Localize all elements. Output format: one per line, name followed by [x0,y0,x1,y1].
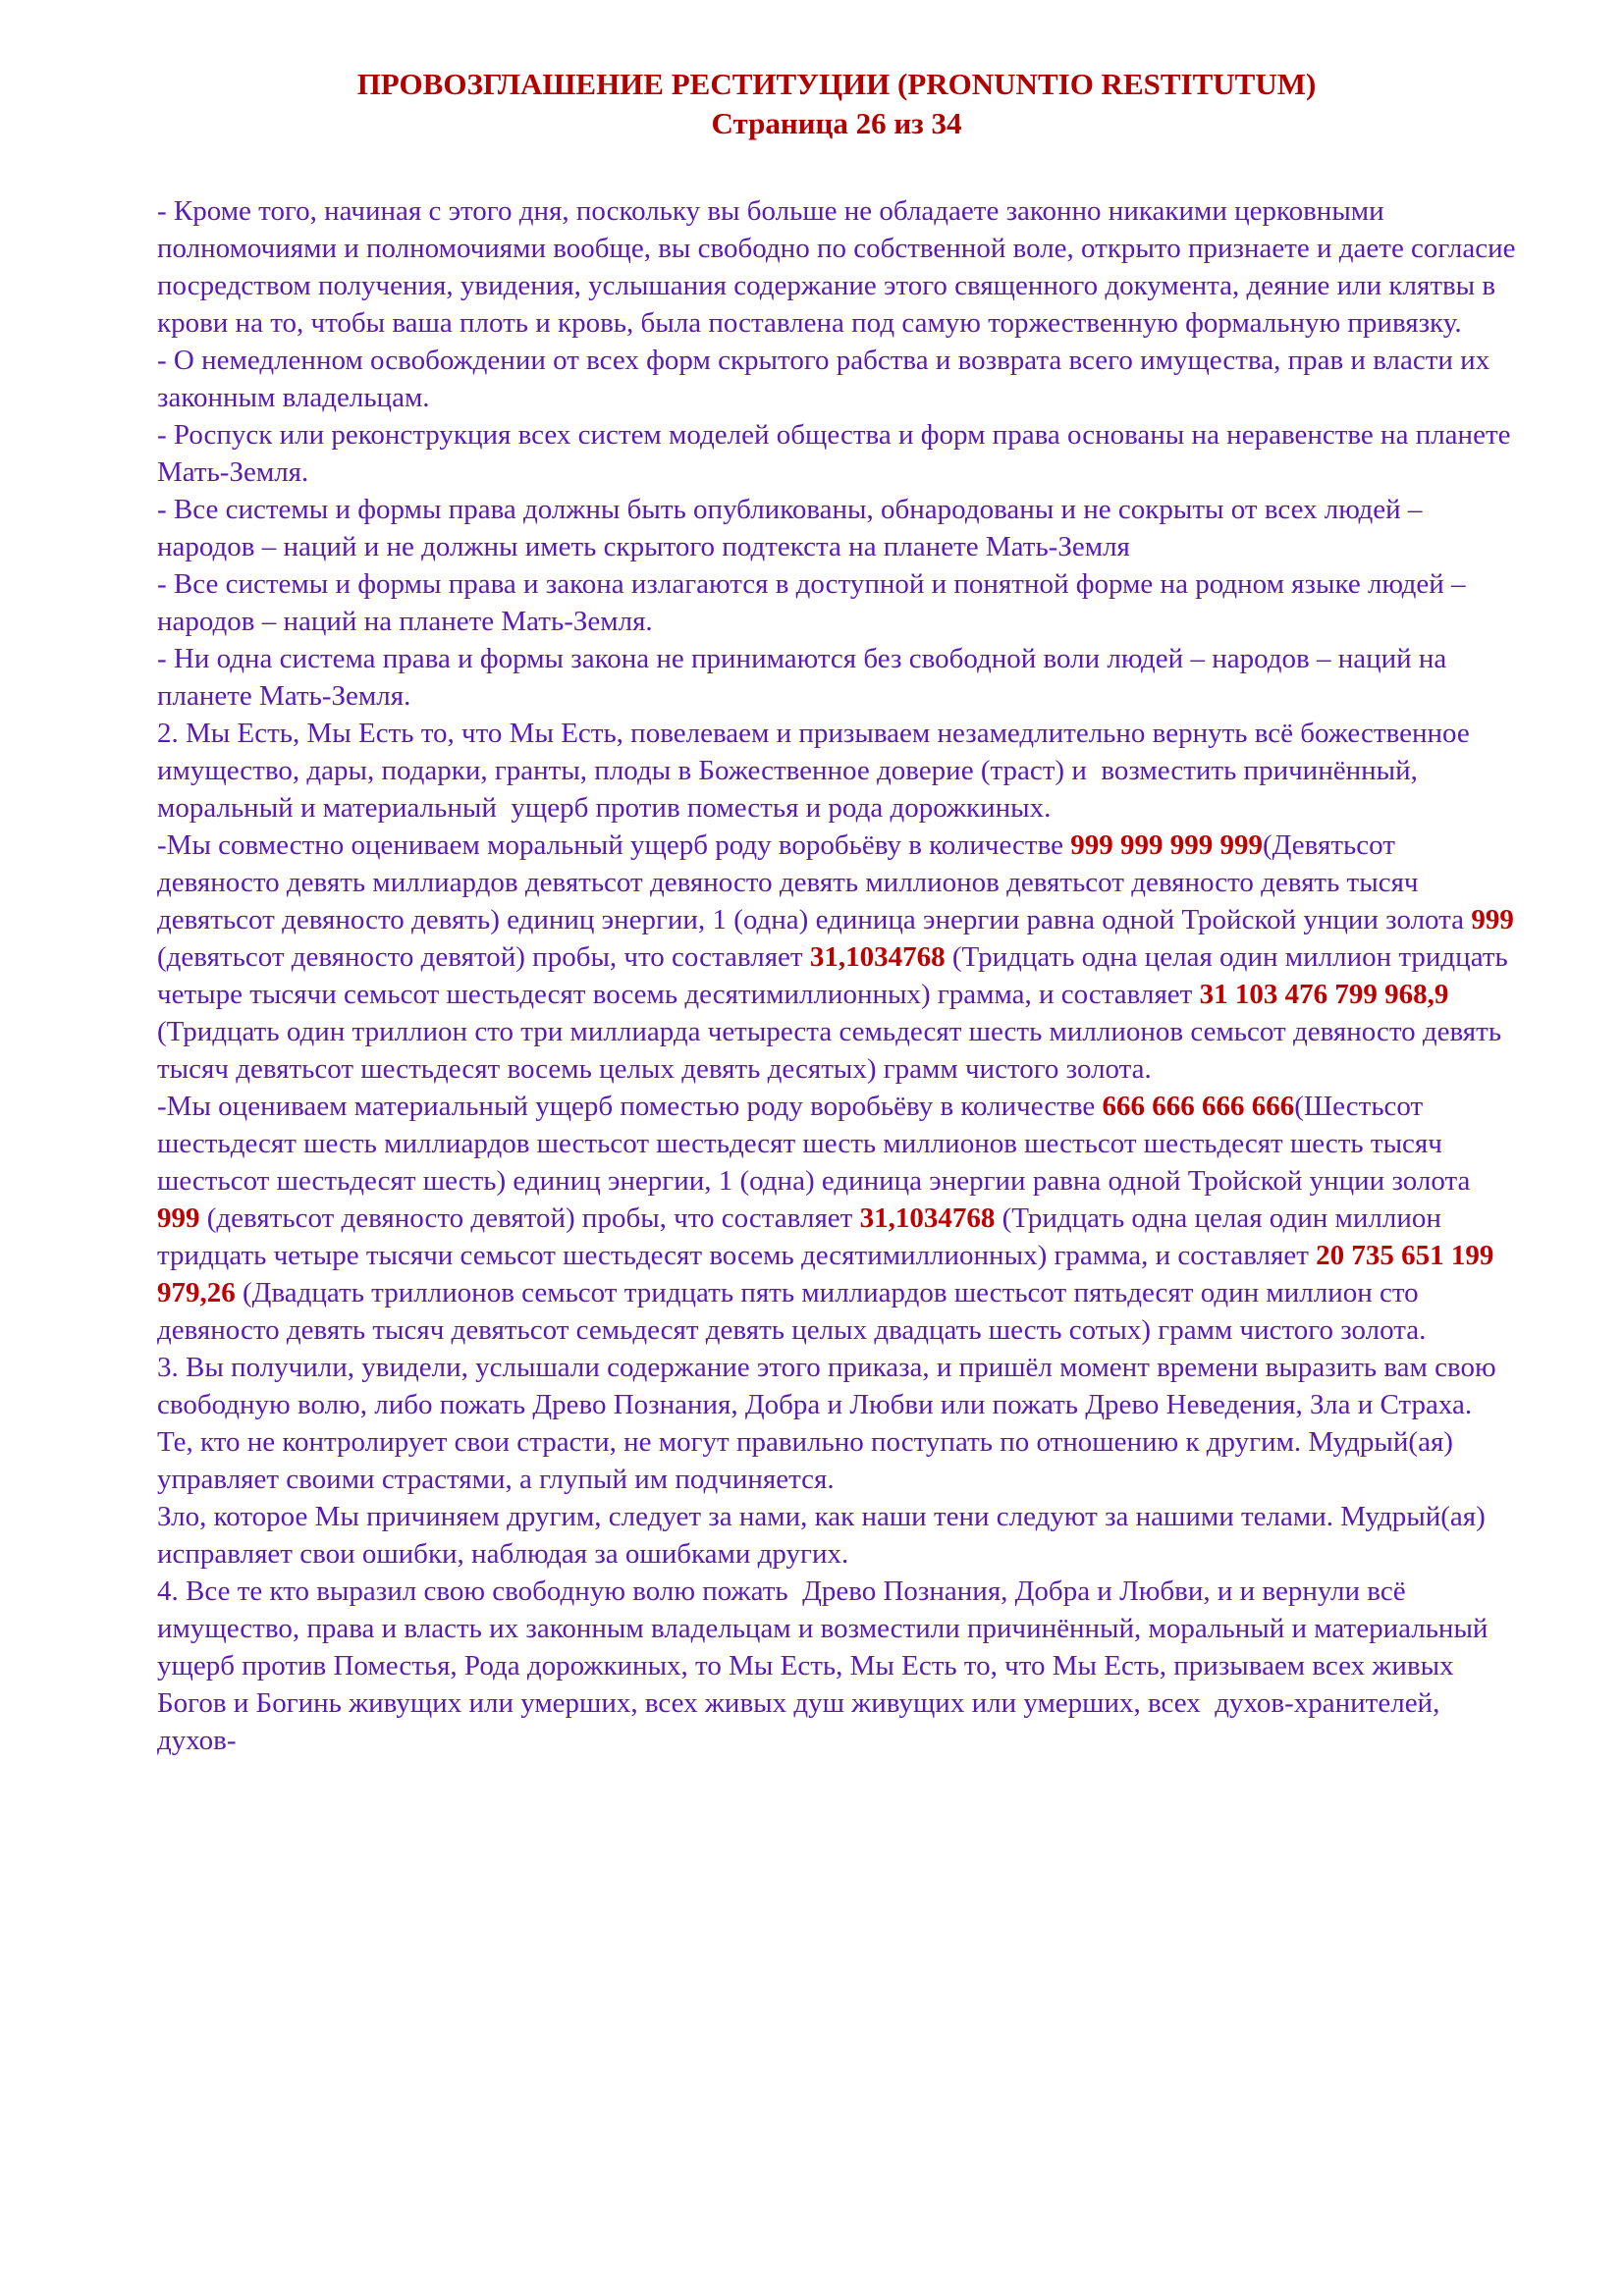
highlighted-number: 999 999 999 999 [1070,829,1264,861]
text-run: 2. Мы Есть, Мы Есть то, что Мы Есть, повелеваем и призываем незамедлительно вернуть всё божественное имущество, дары, подарки, гранты, плоды в Божественное доверие (траст) и возместить причинённый, моральный и материальный ущерб против поместья и рода дорожкиных. [157,718,1477,824]
paragraph [157,416,1516,491]
text-run: 3. Вы получили, увидели, услышали содержание этого приказа, и пришёл момент времени выразить вам свою свободную волю, либо пожать Древо Познания, Добра и Любви или пожать Древо Неведения, Зла и Страха. [157,1352,1503,1420]
document-header [157,65,1516,143]
text-run: - О немедленном освобождении от всех форм скрытого рабства и возврата всего имущества, прав и власти их законным владельцам. [157,345,1497,413]
paragraph [157,827,1522,1088]
paragraph [157,1498,1516,1573]
text-run: - Роспуск или реконструкция всех систем моделей общества и форм права основаны на неравенстве на планете Мать-Земля. [157,419,1518,488]
paragraph [157,640,1516,715]
paragraph [157,715,1516,827]
paragraph [157,1088,1516,1349]
paragraph [157,1349,1516,1423]
text-run: (Тридцать одна целая один миллион тридцать четыре тысячи семьсот шестьдесят восемь десятимиллионных) грамма, и составляет [157,1202,1449,1271]
text-run: (Тридцать один триллион сто три миллиарда четыреста семьдесят шесть миллионов семьсот девяносто девять тысяч девятьсот шестьдесят восемь целых девять десятых) грамм чистого золота. [157,979,1509,1085]
highlighted-number: 999 [1471,904,1514,935]
text-run: - Ни одна система права и формы закона не принимаются без свободной воли людей – народов – наций на планете Мать-Земля. [157,643,1454,712]
highlighted-number: 31,1034768 [809,941,946,973]
paragraph [157,1423,1516,1498]
text-run: (Двадцать триллионов семьсот тридцать пять миллиардов шестьсот пятьдесят один миллион сто девяносто девять тысяч девятьсот семьдесят девять целых двадцать шесть сотых) грамм чистого золота. [157,1277,1427,1346]
highlighted-number: 31 103 476 799 968,9 [1199,979,1449,1010]
text-run: - Все системы и формы права и закона излагаются в доступной и понятной форме на родном языке людей – народов – наций на планете Мать-Земля. [157,568,1473,637]
document-body [157,192,1523,1759]
highlighted-number: 999 [157,1202,200,1234]
paragraph [157,1573,1516,1759]
text-run: (Девятьсот девяносто девять миллиардов девятьсот девяносто девять миллионов девятьсот девяносто девять тысяч девятьсот девяносто девять) единиц энергии, 1 (одна) единица энергии равна одной Тройской унции золота [157,829,1472,935]
highlighted-number: 666 666 666 666 [1102,1091,1295,1122]
text-run: Те, кто не контролирует свои страсти, не могут правильно поступать по отношению к другим. Мудрый(ая) управляет своими страстями, а глупый им подчиняется. [157,1426,1461,1495]
document-title: ПРОВОЗГЛАШЕНИЕ РЕСТИТУЦИИ (PRONUNTIO RESTITUTUM) [356,67,1317,101]
paragraph [157,192,1523,342]
highlighted-number: 31,1034768 [859,1202,996,1234]
text-run: (девятьсот девяносто девятой) пробы, что составляет [157,904,1522,973]
text-run: -Мы оцениваем материальный ущерб поместью роду воробьёву в количестве [157,1091,1103,1122]
text-run: (девятьсот девяносто девятой) пробы, что составляет [199,1202,860,1234]
page-indicator: Страница 26 из 34 [711,106,962,140]
text-run: 4. Все те кто выразил свою свободную волю пожать Древо Познания, Добра и Любви, и и вернули всё имущество, права и власть их законным владельцам и возместили причинённый, моральный и материальный ущерб против Поместья, Рода дорожкиных, то Мы Есть, Мы Есть то, что Мы Есть, призываем всех живых Богов и Богинь живущих или умерших, всех живых душ живущих или умерших, всех духов-хранителей, духов- [157,1575,1502,1756]
text-run: - Все системы и формы права должны быть опубликованы, обнародованы и не сокрыты от всех людей – народов – наций и не должны иметь скрытого подтекста на планете Мать-Земля [157,494,1430,562]
text-run: (Тридцать одна целая один миллион тридцать четыре тысячи семьсот шестьдесят восемь десятимиллионных) грамма, и составляет [157,941,1515,1010]
text-run: Зло, которое Мы причиняем другим, следует за нами, как наши тени следуют за нашими телами. Мудрый(ая) исправляет свои ошибки, наблюдая за ошибками других. [157,1501,1493,1570]
paragraph [157,342,1516,416]
highlighted-number: 20 735 651 199 979,26 [157,1240,1501,1308]
paragraph [157,491,1516,565]
paragraph [157,565,1516,640]
text-run: (Шестьсот шестьдесят шесть миллиардов шестьсот шестьдесят шесть миллионов шестьсот шестьдесят шесть тысяч шестьсот шестьдесят шесть) единиц энергии, 1 (одна) единица энергии равна одной Тройской унции золота [157,1091,1478,1197]
text-run: - Кроме того, начиная с этого дня, поскольку вы больше не обладаете законно никакими церковными полномочиями и полномочиями вообще, вы свободно по собственной воле, открыто признаете и даете согласие посредством получения, увидения, услышания содержание этого священного документа, деяние или клятвы в крови на то, чтобы ваша плоть и кровь, была поставлена под самую торжественную формальную привязку. [157,195,1523,339]
text-run: -Мы совместно оцениваем моральный ущерб роду воробьёву в количестве [157,829,1071,861]
